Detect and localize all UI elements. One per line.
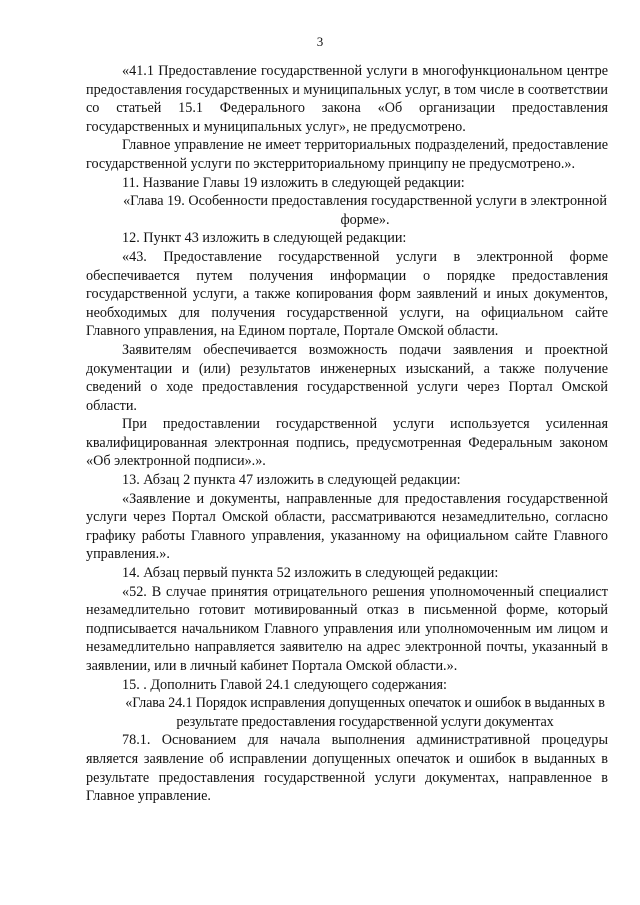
page-number: 3 xyxy=(316,34,324,49)
chapter-24-1-heading: «Глава 24.1 Порядок исправления допущенных опечаток и ошибок в выданных в результате предоставления государственной услуги документах xyxy=(125,695,605,730)
paragraph-application-documents: «Заявление и документы, направленные для предоставления государственной услуги через Портал Омской области, рассматриваются незамедлительно, согласно графику работы Главного управления, указанному на официальном сайте Главного управления.». xyxy=(86,490,608,563)
paragraph-41-1: «41.1 Предоставление государственной услуги в многофункциональном центре предоставления государственных и муниципальных услуг, в том числе в соответствии со статьей 15.1 Федерального закона «Об организации предоставления государственных и муниципальных услуг», не предусмотрено. xyxy=(86,63,608,135)
paragraph-main-department: Главное управление не имеет территориальных подразделений, предоставление государственной услуги по экстерриториальному принципу не предусмотрено.». xyxy=(86,137,608,172)
paragraph-applicants: Заявителям обеспечивается возможность подачи заявления и проектной документации и (или) результатов инженерных изысканий, а также получение сведений о ходе предоставления государственной услуги через Портал Омской области. xyxy=(86,341,608,414)
paragraph-item-13: 13. Абзац 2 пункта 47 изложить в следующей редакции: xyxy=(122,472,461,489)
paragraph-item-15: 15. . Дополнить Главой 24.1 следующего содержания: xyxy=(122,676,447,693)
paragraph-item-14: 14. Абзац первый пункта 52 изложить в следующей редакции: xyxy=(122,565,499,582)
paragraph-52: «52. В случае принятия отрицательного решения уполномоченный специалист незамедлительно готовит мотивированный отказ в письменной форме, который подписывается начальником Главного управления или уполномоченным им лицом и незамедлительно направляется заявителю на адрес электронной почты, указанный в заявлении, или в личный кабинет Портала Омской области.». xyxy=(86,583,608,674)
paragraph-item-12: 12. Пункт 43 изложить в следующей редакции: xyxy=(122,230,407,247)
chapter-19-heading: «Глава 19. Особенности предоставления государственной услуги в электронной форме». xyxy=(123,193,607,228)
paragraph-electronic-signature: При предоставлении государственной услуги используется усиленная квалифицированная электронная подпись, предусмотренная Федеральным законом «Об электронной подписи».». xyxy=(86,416,608,470)
paragraph-78-1: 78.1. Основанием для начала выполнения административной процедуры является заявление об исправлении допущенных опечаток и ошибок в выданных в результате предоставления государственной услуги документах, направленное в Главное управление. xyxy=(86,732,608,805)
paragraph-item-11: 11. Название Главы 19 изложить в следующей редакции: xyxy=(122,174,465,191)
document-body xyxy=(86,62,608,806)
paragraph-43: «43. Предоставление государственной услуги в электронной форме обеспечивается путем получения информации о порядке предоставления государственной услуги, а также копирования форм заявлений и иных документов, необходимых для получения государственной услуги, на официальном сайте Главного управления, на Едином портале, Портале Омской области. xyxy=(86,248,608,340)
